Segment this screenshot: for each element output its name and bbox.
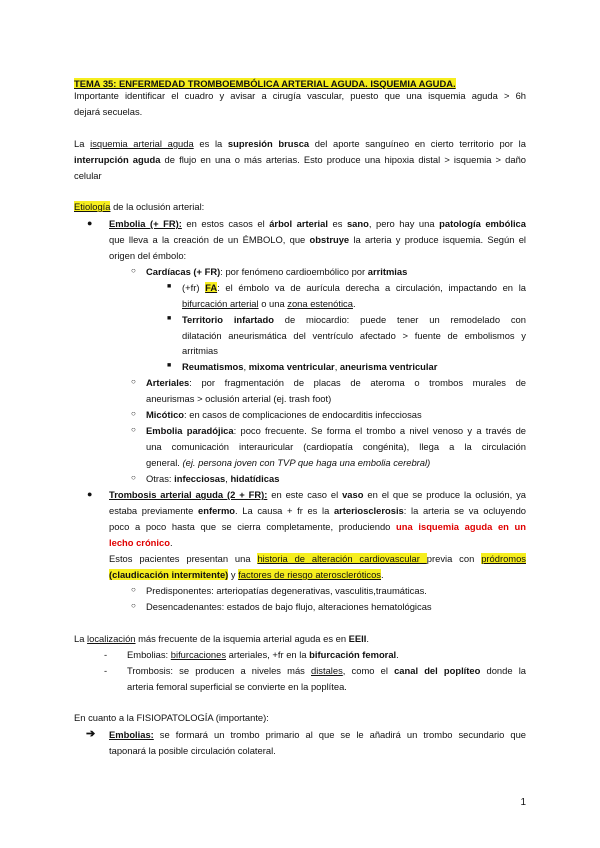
localizacion-line: La localización más frecuente de la isquemia arterial aguda es en EEII.: [74, 633, 369, 644]
intro-line-1: Importante identificar el cuadro y avisar a cirugía vascular, puesto que una isquemia aguda > 6h: [74, 90, 526, 101]
definition-line-2: interrupción aguda de flujo en una o más arterias. Esto produce una hipoxia distal > isquemia > daño: [74, 154, 527, 165]
micotico-line: Micótico: en casos de complicaciones de endocarditis infecciosas: [146, 409, 422, 420]
paradojica-line-3: general. (ej. persona joven con TVP que haga una embolia cerebral): [146, 457, 431, 468]
definition-line-3: celular: [74, 170, 102, 181]
trombosis-line-4: lecho crónico.: [109, 537, 173, 548]
cardiacas-line: Cardíacas (+ FR): por fenómeno cardioembólico por arritmias: [146, 266, 408, 277]
bullet-dot: ●: [87, 218, 93, 228]
territorio-line-3: arritmias: [182, 345, 218, 356]
otras-line: Otras: infecciosas, hidatídicas: [146, 473, 280, 484]
trombosis-line-3: poco a poco hasta que se cierra completamente, produciendo una isquemia aguda en un: [109, 521, 526, 532]
bullet-square: ■: [167, 362, 172, 369]
page-title: [74, 78, 526, 90]
arteriales-line-1: Arteriales: por fragmentación de placas de ateroma o trombos murales de: [146, 377, 526, 388]
bullet-dash: -: [104, 649, 108, 660]
trombosis-line-5: Estos pacientes presentan una historia de alteración cardiovascular previa con pródromos: [109, 553, 526, 564]
trombosis-line-2: estaba previamente enfermo. La causa + fr es la arteriosclerosis: la arteria se va ocluyendo: [109, 505, 526, 516]
bullet-circle: ○: [131, 266, 136, 275]
arrow-icon: ➔: [86, 728, 96, 740]
bullet-circle: ○: [131, 425, 136, 434]
term-isquemia: isquemia arterial aguda: [90, 138, 194, 149]
bullet-circle: ○: [131, 601, 136, 610]
bullet-circle: ○: [131, 377, 136, 386]
bullet-dash: -: [104, 665, 108, 676]
bullet-dot: ●: [87, 489, 93, 499]
predisponentes-line: Predisponentes: arteriopatías degenerativas, vasculitis,traumáticas.: [146, 585, 427, 596]
trombosis-loc-line-2: arteria femoral superficial se convierte en la poplítea.: [127, 681, 347, 692]
trombosis-loc-line-1: Trombosis: se producen a niveles más distales, como el canal del poplíteo donde la: [127, 665, 527, 676]
embolias-fisio-line-2: taponará la posible circulación colateral.: [109, 745, 276, 756]
fisiopatologia-heading: En cuanto a la FISIOPATOLOGÍA (importante):: [74, 712, 269, 723]
arteriales-line-2: aneurismas > oclusión arterial (ej. trash foot): [146, 393, 332, 404]
page-number: 1: [520, 797, 526, 808]
definition-line-1: La isquemia arterial aguda es la supresión brusca del aporte sanguíneo en cierto territorio por la: [74, 138, 526, 149]
etiologia-heading: Etiología de la oclusión arterial:: [74, 201, 205, 212]
bullet-circle: ○: [131, 409, 136, 418]
fa-line-1: (+fr) FA: el émbolo va de aurícula derecha a circulación, impactando en la: [182, 282, 526, 293]
embolia-line-2: que lleva a la creación de un ÉMBOLO, que obstruye la arteria y produce isquemia. Según el: [109, 234, 526, 245]
territorio-line-1: Territorio infartado de miocardio: puede tener un remodelado con: [182, 314, 526, 325]
bullet-circle: ○: [131, 585, 136, 594]
reuma-line: Reumatismos, mixoma ventricular, aneurisma ventricular: [182, 361, 438, 372]
embolia-line-3: origen del émbolo:: [109, 250, 187, 261]
fa-line-2: bifurcación arterial o una zona estenótica.: [182, 298, 356, 309]
desencadenantes-line: Desencadenantes: estados de bajo flujo, alteraciones hematológicas: [146, 601, 432, 612]
embolias-fisio-line-1: Embolias: se formará un trombo primario al que se le añadirá un trombo secundario que: [109, 729, 526, 740]
trombosis-line-1: Trombosis arterial aguda (2 + FR): en este caso el vaso en el que se produce la oclusión, ya: [109, 489, 527, 500]
paradojica-line-2: una comunicación interauricular (cardiopatía congénita), llega a la circulación: [146, 441, 526, 452]
paradojica-line-1: Embolia paradójica: poco frecuente. Se forma el trombo a nivel venoso y a través de: [146, 425, 527, 436]
bullet-square: ■: [167, 315, 172, 322]
embolia-line-1: Embolia (+ FR): en estos casos el árbol arterial es sano, pero hay una patología embólica: [109, 218, 526, 229]
territorio-line-2: dilatación aneurismática del ventrículo afectado > fuente de embolismos y: [182, 330, 526, 341]
trombosis-line-6: (claudicación intermitente) y factores de riesgo ateroscleróticos.: [109, 569, 384, 580]
intro-line-2: dejará secuelas.: [74, 106, 143, 117]
title-text: TEMA 35: ENFERMEDAD TROMBOEMBÓLICA ARTERIAL AGUDA. ISQUEMIA AGUDA.: [74, 78, 456, 89]
bullet-square: ■: [167, 283, 172, 290]
embolias-loc-line: Embolias: bifurcaciones arteriales, +fr en la bifurcación femoral.: [127, 649, 399, 660]
bullet-circle: ○: [131, 473, 136, 482]
